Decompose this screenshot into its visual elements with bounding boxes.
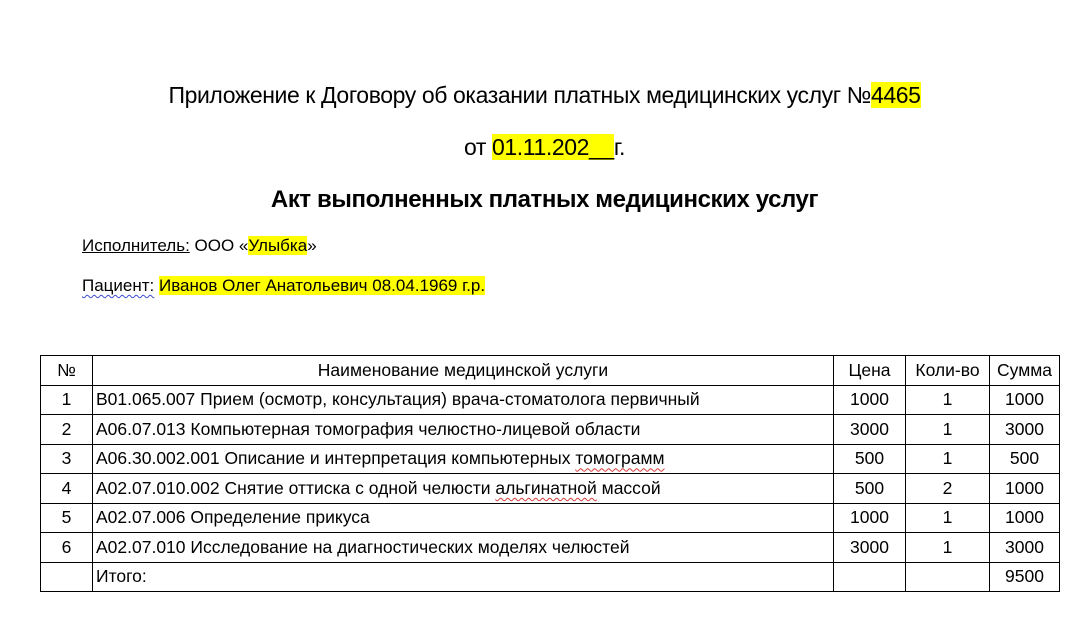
cell-name [93,474,834,504]
total-sum: 9500 [990,562,1060,592]
date-prefix: от [464,134,493,160]
cell-no: 6 [41,533,93,563]
cell-no: 5 [41,503,93,533]
cell-name: A06.07.013 Компьютерная томография челюстно-лицевой области [93,415,834,445]
spellcheck-word: альгинатной [495,477,597,498]
cell-sum: 1000 [990,385,1060,415]
cell-sum: 3000 [990,533,1060,563]
services-table [40,355,1060,592]
cell-qty: 1 [906,533,990,563]
total-row [41,562,1060,592]
executor-label: Исполнитель: [82,236,190,255]
contract-date-line [0,134,1089,161]
cell-price: 500 [834,474,906,504]
cell-price: 1000 [834,503,906,533]
contract-date: 01.11.202__ [492,134,614,160]
cell-price: 500 [834,444,906,474]
cell-sum: 500 [990,444,1060,474]
header-no: № [41,356,93,386]
table-row [41,415,1060,445]
table-row [41,474,1060,504]
header-name: Наименование медицинской услуги [93,356,834,386]
executor-prefix: ООО « [189,236,249,255]
header-qty: Коли-во [906,356,990,386]
act-heading: Акт выполненных платных медицинских услуг [270,186,819,213]
cell-no: 3 [41,444,93,474]
executor-line [82,236,317,256]
cell-price: 1000 [834,385,906,415]
cell-no: 4 [41,474,93,504]
document-title [0,82,1089,109]
cell-sum: 1000 [990,503,1060,533]
date-suffix: г. [613,134,625,160]
cell-name: A02.07.010 Исследование на диагностических моделях челюстей [93,533,834,563]
cell-price: 3000 [834,533,906,563]
spellcheck-word: томограмм [575,448,665,469]
cell-qty-empty [906,562,990,592]
cell-sum: 1000 [990,474,1060,504]
patient-label: Пациент: [82,276,155,295]
cell-qty: 2 [906,474,990,504]
header-price: Цена [834,356,906,386]
table-header-row [41,356,1060,386]
name-text: A06.30.002.001 Описание и интерпретация компьютерных [96,448,576,469]
cell-name: A02.07.006 Определение прикуса [93,503,834,533]
executor-name: Улыбка [248,236,308,255]
name-text: A02.07.010.002 Снятие оттиска с одной челюсти [96,477,496,498]
table-row [41,533,1060,563]
table-row [41,444,1060,474]
table-row [41,503,1060,533]
title-text: Приложение к Договору об оказании платных медицинских услуг № [168,82,871,108]
cell-qty: 1 [906,385,990,415]
cell-price-empty [834,562,906,592]
cell-sum: 3000 [990,415,1060,445]
table-row [41,385,1060,415]
patient-line [82,276,485,296]
contract-number: 4465 [870,82,921,108]
cell-qty: 1 [906,444,990,474]
cell-price: 3000 [834,415,906,445]
cell-name: B01.065.007 Прием (осмотр, консультация) врача-стоматолога первичный [93,385,834,415]
cell-no-empty [41,562,93,592]
executor-suffix: » [307,236,317,255]
patient-name: Иванов Олег Анатольевич 08.04.1969 г.р. [159,276,486,295]
total-label: Итого: [93,562,834,592]
cell-name [93,444,834,474]
name-text-end: массой [596,477,661,498]
cell-qty: 1 [906,415,990,445]
cell-qty: 1 [906,503,990,533]
cell-no: 2 [41,415,93,445]
cell-no: 1 [41,385,93,415]
header-sum: Сумма [990,356,1060,386]
